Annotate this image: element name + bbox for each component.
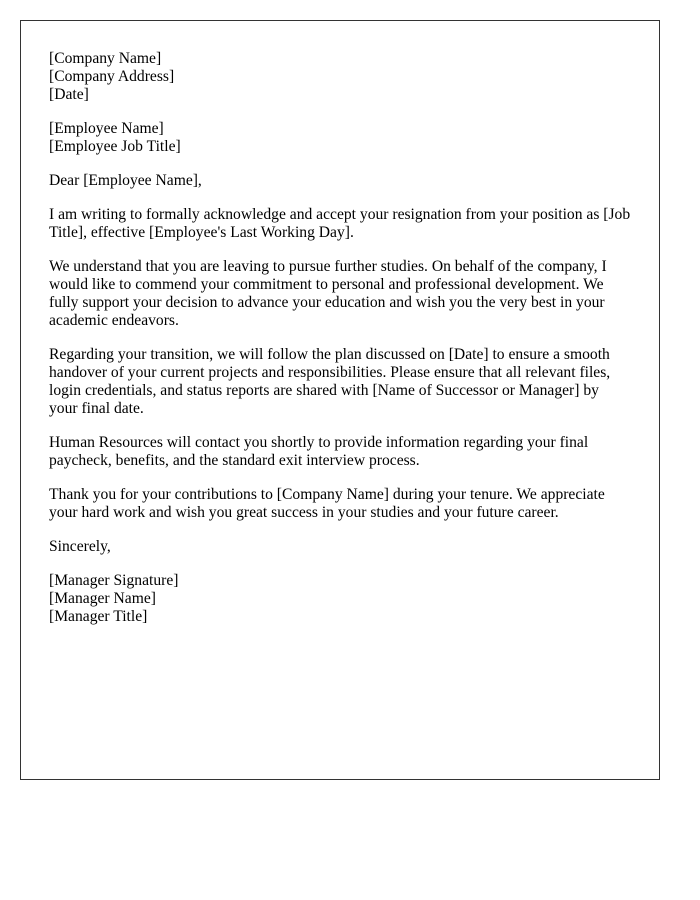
recipient-block [49,120,631,156]
manager-title: [Manager Title] [49,608,148,625]
manager-name: [Manager Name] [49,590,156,607]
signature-block [49,572,631,626]
employee-name: [Employee Name] [49,120,164,137]
body-paragraph-5: Thank you for your contributions to [Company Name] during your tenure. We appreciate your hard work and wish you great success in your studies and your future career. [49,486,605,521]
closing: Sincerely, [49,538,111,555]
body-paragraph-3: Regarding your transition, we will follow the plan discussed on [Date] to ensure a smooth handover of your current projects and responsibilities. Please ensure that all relevant files, login credentials, and status reports are shared with [Name of Successor or Manager] by your final date. [49,346,611,417]
body-paragraph-4: Human Resources will contact you shortly to provide information regarding your final paycheck, benefits, and the standard exit interview process. [49,434,589,469]
manager-signature: [Manager Signature] [49,572,179,589]
salutation: Dear [Employee Name], [49,172,202,189]
sender-block [49,50,631,104]
employee-job-title: [Employee Job Title] [49,138,181,155]
letter-date: [Date] [49,86,89,103]
body-paragraph-1: I am writing to formally acknowledge and accept your resignation from your position as [Job Title], effective [Employee's Last Working Day]. [49,206,631,241]
body-paragraph-2: We understand that you are leaving to pursue further studies. On behalf of the company, I would like to commend your commitment to personal and professional development. We fully support your decision to advance your education and wish you the very best in your academic endeavors. [49,258,607,329]
company-name: [Company Name] [49,50,162,67]
company-address: [Company Address] [49,68,175,85]
letter-page [20,20,660,780]
